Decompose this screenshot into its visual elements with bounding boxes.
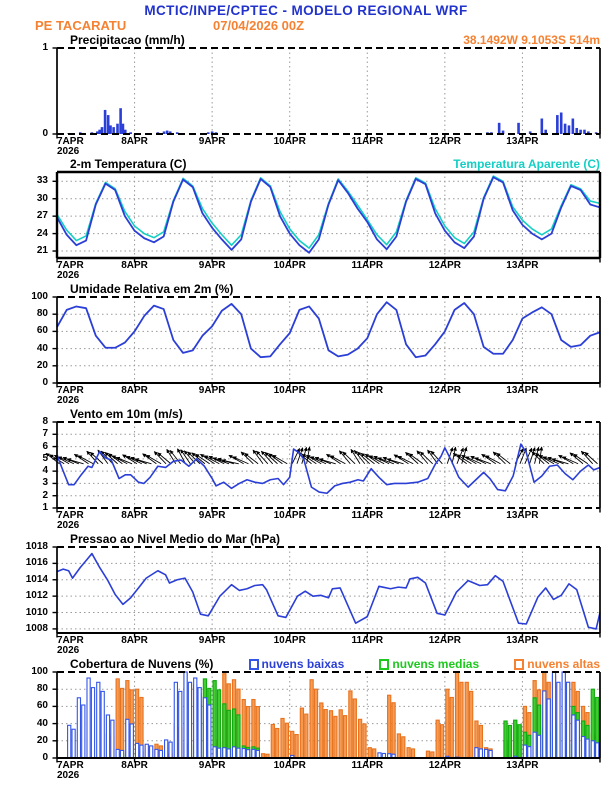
clouds-title: Cobertura de Nuvens (%) xyxy=(70,657,214,671)
apparent-temperature-legend: Temperatura Aparente (C) xyxy=(453,157,600,171)
panel-clouds xyxy=(0,658,612,784)
y-tick-label: 60 xyxy=(36,325,48,337)
pressure-title: Pressao ao Nivel Medio do Mar (hPa) xyxy=(70,532,281,546)
x-tick-label: 8APR xyxy=(121,635,148,646)
y-tick-label: 24 xyxy=(36,227,48,239)
mid-clouds-swatch-icon xyxy=(379,659,389,670)
gridlines xyxy=(57,547,600,633)
x-axis-year-label: 2026 xyxy=(57,146,80,157)
x-tick-label: 11APR xyxy=(351,260,384,271)
mid-clouds-label: nuvens medias xyxy=(392,657,480,671)
high-clouds-label: nuvens altas xyxy=(527,657,600,671)
pressure-line xyxy=(57,554,600,629)
station-name: PE TACARATU xyxy=(35,18,127,33)
y-tick-label: 27 xyxy=(36,210,48,222)
y-tick-label: 1 xyxy=(42,502,48,513)
humidity-title-row xyxy=(70,283,600,296)
y-tick-label: 0 xyxy=(42,752,48,763)
x-tick-label: 8APR xyxy=(121,260,148,271)
y-tick-label: 0 xyxy=(42,128,48,139)
y-tick-label: 80 xyxy=(36,683,48,695)
x-tick-label: 8APR xyxy=(121,385,148,396)
x-tick-label: 12APR xyxy=(428,760,461,771)
y-tick-label: 80 xyxy=(36,308,48,320)
x-tick-label: 10APR xyxy=(273,635,306,646)
x-tick-label: 11APR xyxy=(351,635,384,646)
y-tick-label: 0 xyxy=(42,377,48,388)
wind-plot xyxy=(52,422,600,516)
wind-speed-line xyxy=(57,444,600,493)
x-tick-label: 7APR xyxy=(57,760,84,771)
x-tick-label: 9APR xyxy=(198,635,226,646)
x-tick-label: 13APR xyxy=(506,385,539,396)
x-tick-label: 12APR xyxy=(428,136,461,147)
y-tick-label: 6 xyxy=(42,440,48,452)
y-tick-label: 40 xyxy=(36,717,48,729)
x-axis-year-label: 2026 xyxy=(57,770,80,781)
wind-title: Vento em 10m (m/s) xyxy=(70,407,183,421)
x-tick-label: 8APR xyxy=(121,510,148,521)
low-clouds-swatch-icon xyxy=(249,659,259,670)
precipitation-title-row xyxy=(70,34,600,47)
x-tick-label: 7APR xyxy=(57,510,84,521)
y-tick-label: 4 xyxy=(42,465,48,477)
gridlines xyxy=(57,422,600,508)
legend-mid-clouds xyxy=(379,657,479,671)
x-tick-label: 7APR xyxy=(57,136,84,147)
pressure-title-row xyxy=(70,533,600,546)
x-tick-label: 10APR xyxy=(273,385,306,396)
run-datetime: 07/04/2026 00Z xyxy=(213,18,305,33)
y-tick-label: 1010 xyxy=(25,606,48,618)
x-tick-label: 13APR xyxy=(506,260,539,271)
precipitation-title: Precipitacao (mm/h) xyxy=(70,33,185,47)
x-tick-label: 12APR xyxy=(428,260,461,271)
y-tick-label: 100 xyxy=(31,666,48,677)
temperature-title-row xyxy=(70,158,600,171)
y-tick-label: 8 xyxy=(42,416,48,427)
location-coordinates: 38.1492W 9.1053S 514m xyxy=(463,33,600,47)
y-tick-label: 1 xyxy=(42,42,48,53)
y-tick-label: 40 xyxy=(36,342,48,354)
x-tick-label: 10APR xyxy=(273,760,306,771)
y-tick-label: 100 xyxy=(31,291,48,302)
x-tick-label: 13APR xyxy=(506,760,539,771)
x-tick-label: 9APR xyxy=(198,260,226,271)
temp-plot xyxy=(52,172,600,266)
x-tick-label: 8APR xyxy=(121,760,148,771)
y-tick-label: 20 xyxy=(36,359,48,371)
y-tick-label: 2 xyxy=(42,489,48,501)
x-tick-label: 11APR xyxy=(351,136,384,147)
y-tick-label: 33 xyxy=(36,175,48,187)
x-tick-label: 9APR xyxy=(198,136,226,147)
panel-humidity xyxy=(0,283,612,409)
x-tick-label: 12APR xyxy=(428,385,461,396)
x-tick-label: 10APR xyxy=(273,136,306,147)
precip-plot xyxy=(52,48,600,142)
precipitation-bars xyxy=(67,108,597,134)
x-tick-label: 13APR xyxy=(506,635,539,646)
x-tick-label: 9APR xyxy=(198,510,226,521)
x-tick-label: 9APR xyxy=(198,760,226,771)
page-title: MCTIC/INPE/CPTEC - MODELO REGIONAL WRF xyxy=(144,3,468,18)
x-tick-label: 11APR xyxy=(351,760,384,771)
y-tick-label: 60 xyxy=(36,700,48,712)
temperature-title: 2-m Temperatura (C) xyxy=(70,157,187,171)
high-clouds-swatch-icon xyxy=(514,659,524,670)
y-tick-label: 1014 xyxy=(25,573,48,585)
x-axis-year-label: 2026 xyxy=(57,520,80,531)
panel-precipitation xyxy=(0,34,612,160)
panel-temperature xyxy=(0,158,612,284)
x-tick-label: 11APR xyxy=(351,385,384,396)
pressure-plot xyxy=(52,547,600,641)
x-tick-label: 7APR xyxy=(57,260,84,271)
y-tick-label: 7 xyxy=(42,428,48,440)
y-tick-label: 30 xyxy=(36,192,48,204)
clouds-plot xyxy=(52,672,600,766)
x-tick-label: 10APR xyxy=(273,510,306,521)
x-tick-label: 13APR xyxy=(506,510,539,521)
panel-wind xyxy=(0,408,612,534)
clouds-title-row xyxy=(70,658,600,671)
y-tick-label: 1016 xyxy=(25,557,48,569)
y-tick-label: 20 xyxy=(36,734,48,746)
x-tick-label: 9APR xyxy=(198,385,226,396)
x-axis-year-label: 2026 xyxy=(57,395,80,406)
x-tick-label: 12APR xyxy=(428,510,461,521)
low-clouds-label: nuvens baixas xyxy=(261,657,345,671)
wind-barbs xyxy=(46,447,597,464)
y-tick-label: 1012 xyxy=(25,590,48,602)
x-tick-label: 13APR xyxy=(506,136,539,147)
apparent-temperature-line xyxy=(57,176,600,248)
x-tick-label: 8APR xyxy=(121,136,148,147)
x-tick-label: 10APR xyxy=(273,260,306,271)
x-tick-label: 12APR xyxy=(428,635,461,646)
x-tick-label: 7APR xyxy=(57,635,84,646)
humidity-plot xyxy=(52,297,600,391)
y-tick-label: 1018 xyxy=(25,541,48,552)
wind-title-row xyxy=(70,408,600,421)
legend-low-clouds xyxy=(249,657,345,671)
x-axis-year-label: 2026 xyxy=(57,270,80,281)
gridlines xyxy=(57,297,600,383)
y-tick-label: 3 xyxy=(42,477,48,489)
legend-high-clouds xyxy=(514,657,600,671)
panel-pressure xyxy=(0,533,612,659)
x-tick-label: 7APR xyxy=(57,385,84,396)
gridlines xyxy=(135,48,523,134)
x-tick-label: 11APR xyxy=(351,510,384,521)
y-tick-label: 1008 xyxy=(25,622,48,634)
humidity-title: Umidade Relativa em 2m (%) xyxy=(70,282,234,296)
x-axis-year-label: 2026 xyxy=(57,645,80,656)
y-tick-label: 5 xyxy=(42,452,48,464)
y-tick-label: 21 xyxy=(36,245,48,257)
